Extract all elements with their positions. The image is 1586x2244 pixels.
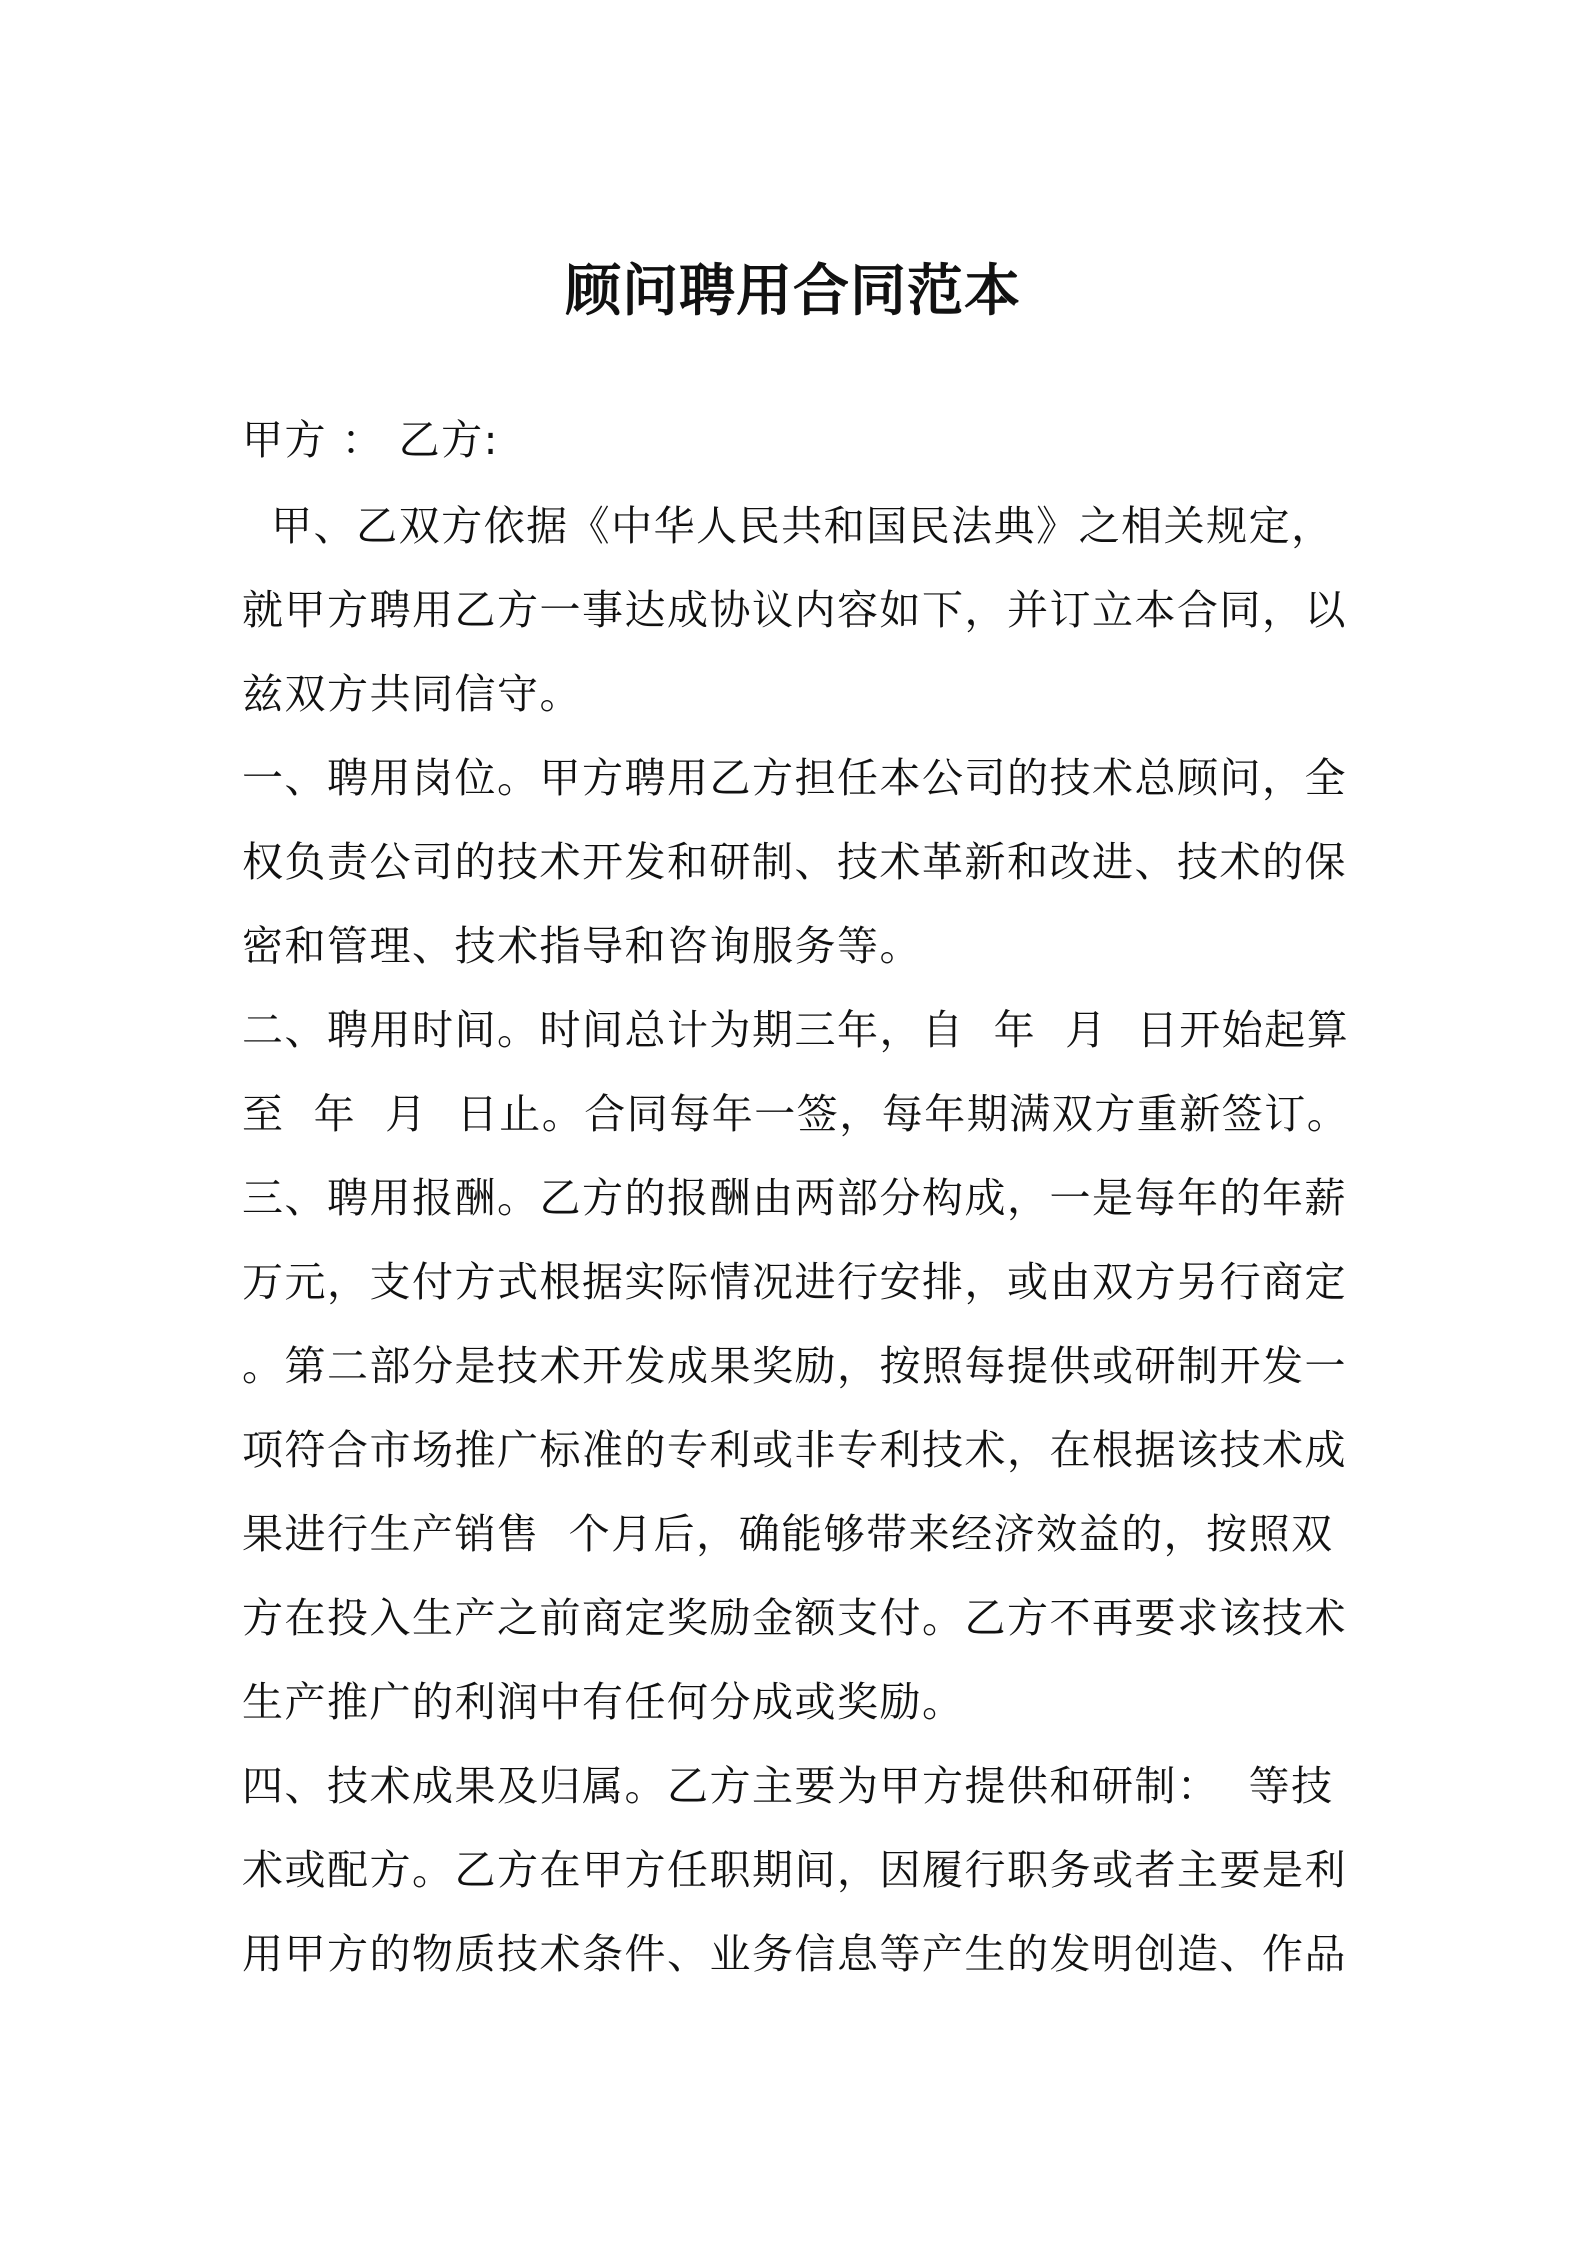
body-line: 三、聘用报酬。乙方的报酬由两部分构成，一是每年的年薪 bbox=[242, 1174, 1347, 1222]
body-line: 生产推广的利润中有任何分成或奖励。 bbox=[242, 1678, 965, 1726]
body-line: 项符合市场推广标准的专利或非专利技术，在根据该技术成 bbox=[242, 1426, 1347, 1474]
body-line: 密和管理、技术指导和咨询服务等。 bbox=[242, 922, 922, 970]
body-line: 万元，支付方式根据实际情况进行安排，或由双方另行商定 bbox=[242, 1258, 1347, 1306]
body-line: 方在投入生产之前商定奖励金额支付。乙方不再要求该技术 bbox=[242, 1594, 1347, 1642]
document-title: 顾问聘用合同范本 bbox=[565, 259, 1021, 324]
body-line: 兹双方共同信守。 bbox=[242, 670, 582, 718]
body-line: 甲、乙双方依据《中华人民共和国民法典》之相关规定， bbox=[242, 502, 1334, 550]
body-line: 一、聘用岗位。甲方聘用乙方担任本公司的技术总顾问，全 bbox=[242, 754, 1347, 802]
body-line: 就甲方聘用乙方一事达成协议内容如下，并订立本合同，以 bbox=[242, 586, 1347, 634]
party-line: 甲方 ： 乙方: bbox=[242, 416, 499, 464]
body-line: 至 年 月 日止。合同每年一签，每年期满双方重新签订。 bbox=[242, 1090, 1350, 1138]
body-line: 。第二部分是技术开发成果奖励，按照每提供或研制开发一 bbox=[242, 1342, 1347, 1390]
body-line: 用甲方的物质技术条件、业务信息等产生的发明创造、作品 bbox=[242, 1930, 1347, 1978]
body-line: 果进行生产销售 个月后，确能够带来经济效益的，按照双 bbox=[242, 1510, 1334, 1558]
body-line: 四、技术成果及归属。乙方主要为甲方提供和研制： 等技 bbox=[242, 1762, 1334, 1810]
body-line: 二、聘用时间。时间总计为期三年，自 年 月 日开始起算 bbox=[242, 1006, 1350, 1054]
body-line: 术或配方。乙方在甲方任职期间，因履行职务或者主要是利 bbox=[242, 1846, 1347, 1894]
body-line: 权负责公司的技术开发和研制、技术革新和改进、技术的保 bbox=[242, 838, 1347, 886]
